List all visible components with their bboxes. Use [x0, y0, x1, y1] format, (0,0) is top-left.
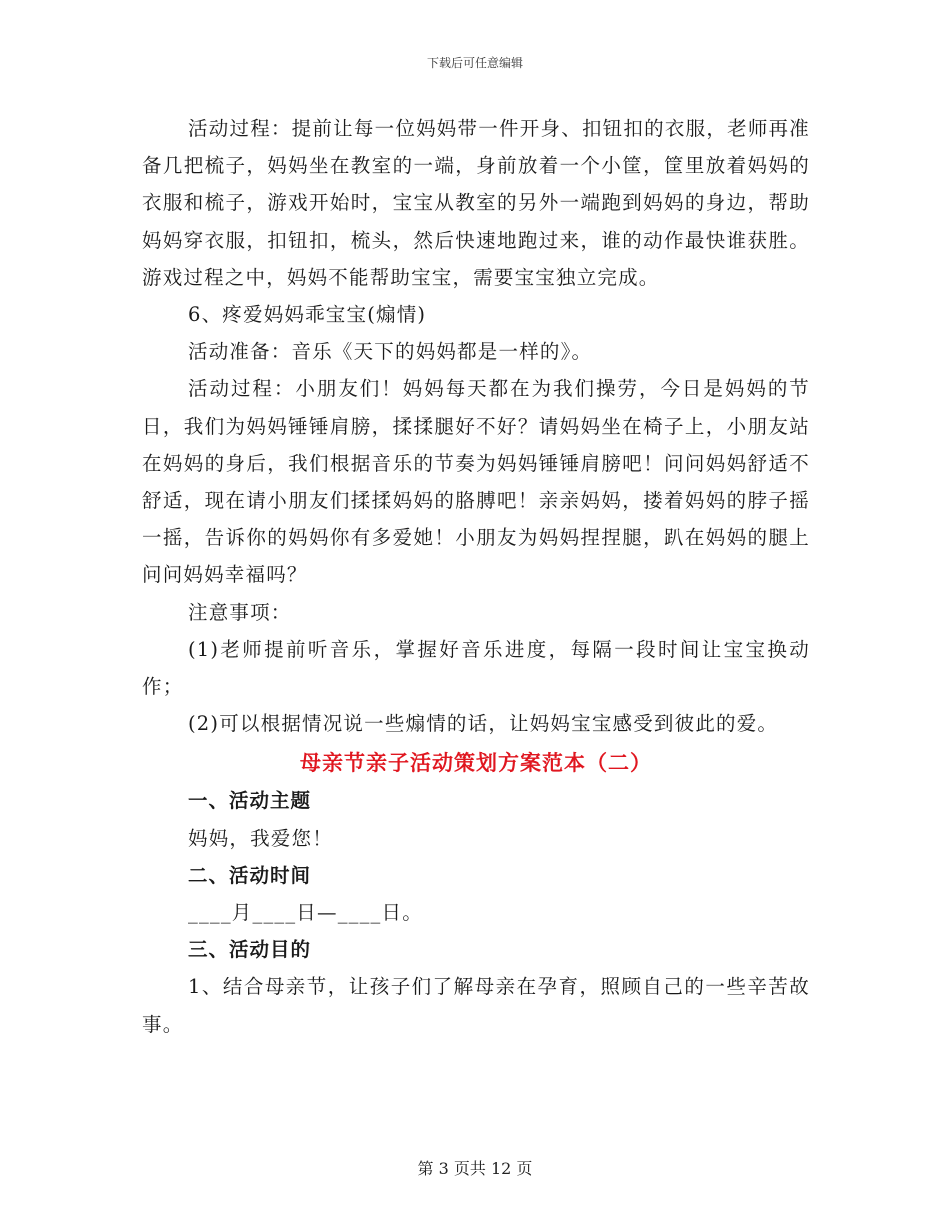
page-footer: 第 3 页共 12 页: [417, 1159, 533, 1178]
section-title-2: 母亲节亲子活动策划方案范本（二）: [300, 750, 652, 776]
paragraph-activity-process-1: 活动过程：提前让每一位妈妈带一件开身、扣钮扣的衣服，老师再准备几把梳子，妈妈坐在教室的一端，身前放着一个小筐，筐里放着妈妈的衣服和梳子，游戏开始时，宝宝从教室的另外一端跑到妈妈的身边，帮助妈妈穿衣服，扣钮扣，梳头，然后快速地跑过来，谁的动作最快谁获胜。游戏过程之中，妈妈不能帮助宝宝，需要宝宝独立完成。: [142, 117, 810, 289]
paragraph-time: ____月____日—____日。: [188, 901, 423, 925]
section-heading-purpose: 三、活动目的: [188, 938, 312, 962]
page-content: [142, 110, 810, 1043]
paragraph-notes-label: 注意事项：: [188, 600, 292, 624]
section-heading-theme: 一、活动主题: [188, 789, 312, 813]
item-heading-6: 6、疼爱妈妈乖宝宝(煽情): [188, 303, 427, 327]
paragraph-note-1: (1)老师提前听音乐，掌握好音乐进度，每隔一段时间让宝宝换动作；: [142, 637, 810, 699]
paragraph-activity-process-2: 活动过程：小朋友们！妈妈每天都在为我们操劳，今日是妈妈的节日，我们为妈妈锤锤肩膀，揉揉腿好不好？请妈妈坐在椅子上，小朋友站在妈妈的身后，我们根据音乐的节奏为妈妈锤锤肩膀吧！问问妈妈舒适不舒适，现在请小朋友们揉揉妈妈的胳膊吧！亲亲妈妈，搂着妈妈的脖子摇一摇，告诉你的妈妈你有多爱她！小朋友为妈妈捏捏腿，趴在妈妈的腿上问问妈妈幸福吗？: [142, 377, 810, 587]
paragraph-purpose-1: 1、结合母亲节，让孩子们了解母亲在孕育，照顾自己的一些辛苦故事。: [142, 975, 810, 1036]
section-heading-time: 二、活动时间: [188, 863, 312, 887]
paragraph-theme: 妈妈，我爱您！: [188, 826, 333, 850]
page-header: 下载后可任意编辑: [426, 56, 523, 70]
paragraph-note-2: (2)可以根据情况说一些煽情的话，让妈妈宝宝感受到彼此的爱。: [188, 712, 779, 736]
paragraph-activity-preparation: 活动准备：音乐《天下的妈妈都是一样的》。: [188, 340, 593, 364]
